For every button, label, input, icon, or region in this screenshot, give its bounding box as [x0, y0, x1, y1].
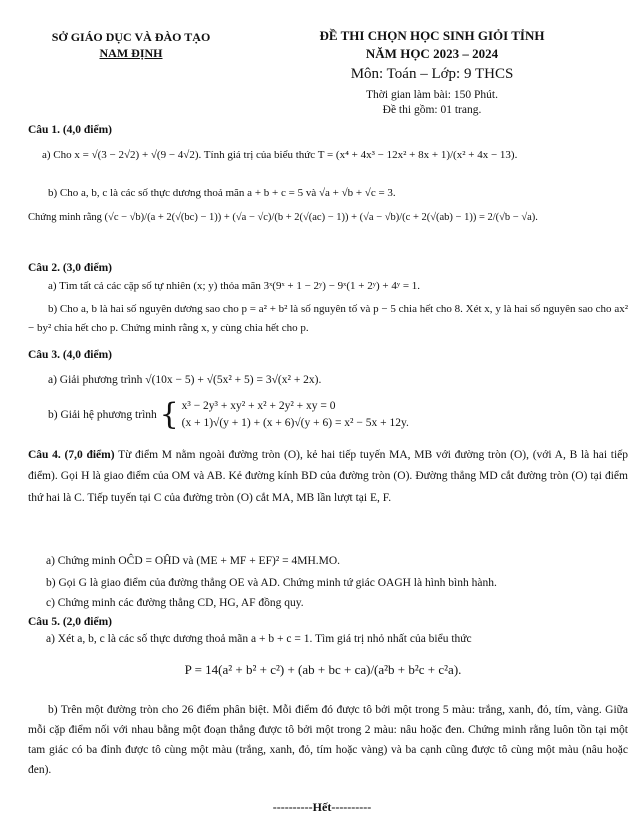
subject-line: Môn: Toán – Lớp: 9 THCS [350, 66, 514, 82]
q4-part-c: c) Chứng minh các đường thẳng CD, HG, AF đồng quy. [46, 597, 304, 609]
q1-heading: Câu 1. (4,0 điểm) [28, 124, 113, 136]
q1-part-b-claim: Chứng minh rằng (√c − √b)/(a + 2(√(bc) − 1)) + (√a − √c)/(b + 2(√(ac) − 1)) + (√a − √b)/(c + 2(√(ab) − 1)) = 2/(√b − √a). [28, 212, 538, 223]
q3-part-a: a) Giải phương trình √(10x − 5) + √(5x² + 5) = 3√(x² + 2x). [48, 374, 322, 386]
system-equation-2: (x + 1)√(y + 1) + (x + 6)√(y + 6) = x² − 5x + 12y. [181, 417, 409, 430]
q5-part-a: a) Xét a, b, c là các số thực dương thoả mãn a + b + c = 1. Tìm giá trị nhỏ nhất của biểu thức [46, 633, 472, 645]
q4-part-a: a) Chứng minh OĈD = OĤD và (ME + MF + EF)² = 4MH.MO. [46, 555, 341, 567]
q3-heading: Câu 3. (4,0 điểm) [28, 349, 113, 361]
q4-heading: Câu 4. (7,0 điểm) [28, 449, 115, 461]
exam-title: ĐỀ THI CHỌN HỌC SINH GIỎI TỈNH [319, 28, 545, 43]
q5-heading: Câu 5. (2,0 điểm) [28, 616, 113, 628]
q1-part-b-given: b) Cho a, b, c là các số thực dương thoả mãn a + b + c = 5 và √a + √b + √c = 3. [48, 187, 396, 199]
dept-location: NAM ĐỊNH [99, 46, 163, 60]
q4-statement [28, 445, 628, 509]
q4-intro: Từ điểm M nằm ngoài đường tròn (O), kẻ hai tiếp tuyến MA, MB với đường tròn (O), (với A, B là hai tiếp điểm). Gọi H là giao điểm của OM và AB. Kẻ đường kính BD của đường tròn (O). Đường thẳng MD cắt đường tròn (O) tại điểm thứ hai là C. Tiếp tuyến tại C của đường tròn (O) cắt MA, MB lần lượt tại E, F. [28, 449, 628, 504]
q5-part-b: b) Trên một đường tròn cho 26 điểm phân biệt. Mỗi điểm đó được tô bởi một trong 5 màu: trắng, xanh, đỏ, tím, vàng. Giữa mỗi cặp điểm nối với nhau bằng một đoạn thẳng được tô bởi một trong 2 màu: nâu hoặc đen. Chứng minh rằng luôn tồn tại một tam giác có ba đỉnh được tô cùng một màu (trắng, xanh, đỏ, tím hoặc vàng) và ba cạnh cũng được tô cùng một màu (nâu hoặc đen). [28, 704, 628, 777]
time-limit: Thời gian làm bài: 150 Phút. [366, 89, 498, 101]
system-brace: { [159, 397, 179, 433]
q3-part-b [48, 398, 409, 433]
q5-formula: P = 14(a² + b² + c²) + (ab + bc + ca)/(a²b + b²c + c²a). [184, 662, 462, 677]
q2-part-b: b) Cho a, b là hai số nguyên dương sao cho p = a² + b² là số nguyên tố và p − 5 chia hết cho 8. Xét x, y là hai số nguyên sao cho ax² − by² chia hết cho p. Chứng minh rằng x, y cùng chia hết cho p. [28, 303, 628, 334]
q3-part-b-label: b) Giải hệ phương trình [48, 408, 157, 421]
q4-part-b: b) Gọi G là giao điểm của đường thẳng OE và AD. Chứng minh tứ giác OAGH là hình bình hành. [46, 577, 497, 589]
equation-system [182, 398, 409, 433]
end-marker: ----------Hết---------- [272, 800, 372, 814]
q2-heading: Câu 2. (3,0 điểm) [28, 262, 113, 274]
q1-part-a: a) Cho x = √(3 − 2√2) + √(9 − 4√2). Tính giá trị của biểu thức T = (x⁴ + 4x³ − 12x² + 8x + 1)/(x² + 4x − 13). [42, 149, 518, 161]
school-year: NĂM HỌC 2023 – 2024 [365, 46, 499, 61]
page-count: Đề thi gồm: 01 trang. [382, 104, 482, 116]
dept-name: SỞ GIÁO DỤC VÀ ĐÀO TẠO [51, 30, 211, 44]
q2-part-a: a) Tìm tất cả các cặp số tự nhiên (x; y) thỏa mãn 3ˣ(9ˣ + 1 − 2ʸ) − 9ˣ(1 + 2ʸ) + 4ʸ = 1. [48, 280, 421, 292]
system-equation-1: x³ − 2y³ + xy² + x² + 2y² + xy = 0 [181, 400, 336, 412]
